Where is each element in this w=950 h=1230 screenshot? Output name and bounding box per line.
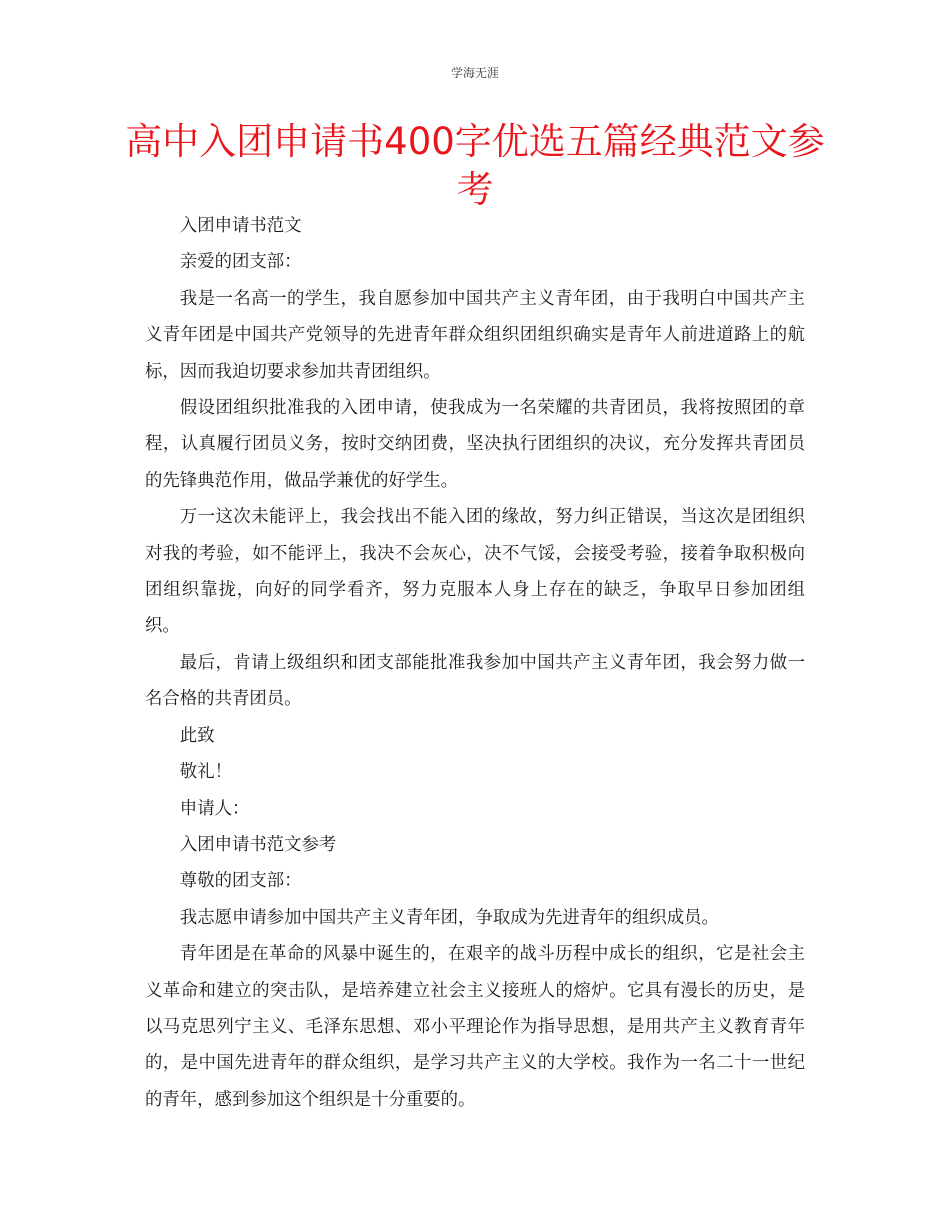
body-paragraph: 我志愿申请参加中国共产主义青年团，争取成为先进青年的组织成员。 — [179, 907, 719, 928]
salutation: 尊敬的团支部： — [179, 871, 302, 892]
signature-line: 申请人： — [179, 798, 250, 819]
body-paragraph: 万一这次未能评上，我会找出不能入团的缘故，努力纠正错误，当这次是团组织对我的考验，如不能评上，我决不会灰心，决不气馁，会接受考验，接着争取积极向团组织靠拢，向好的同学看齐，努力克服本人身上存在的缺乏，争取早日参加团组织。 — [145, 507, 805, 637]
document-title: 高中入团申请书400字优选五篇经典范文参考 — [125, 120, 825, 211]
body-paragraph: 我是一名高一的学生，我自愿参加中国共产主义青年团，由于我明白中国共产主义青年团是中国共产党领导的先进青年群众组织团组织确实是青年人前进道路上的航标，因而我迫切要求参加共青团组织。 — [145, 288, 805, 382]
page-header: 学海无涯 — [450, 66, 499, 80]
salutation: 亲爱的团支部： — [179, 252, 302, 273]
closing-salute: 敬礼！ — [179, 762, 232, 783]
body-paragraph: 青年团是在革命的风暴中诞生的，在艰辛的战斗历程中成长的组织，它是社会主义革命和建立的突击队，是培养建立社会主义接班人的熔炉。它具有漫长的历史，是以马克思列宁主义、毛泽东思想、邓小平理论作为指导思想，是用共产主义教育青年的，是中国先进青年的群众组织，是学习共产主义的大学校。我作为一名二十一世纪的青年，感到参加这个组织是十分重要的。 — [145, 944, 805, 1110]
document-body — [145, 208, 805, 1118]
body-paragraph: 假设团组织批准我的入团申请，使我成为一名荣耀的共青团员，我将按照团的章程，认真履行团员义务，按时交纳团费，坚决执行团组织的决议，充分发挥共青团员的先锋典范作用，做品学兼优的好学生。 — [145, 398, 805, 491]
section-heading: 入团申请书范文参考 — [179, 834, 337, 855]
closing-line: 此致 — [179, 725, 215, 746]
section-heading: 入团申请书范文 — [179, 216, 302, 236]
body-paragraph: 最后，肯请上级组织和团支部能批准我参加中国共产主义青年团，我会努力做一名合格的共青团员。 — [145, 652, 805, 710]
